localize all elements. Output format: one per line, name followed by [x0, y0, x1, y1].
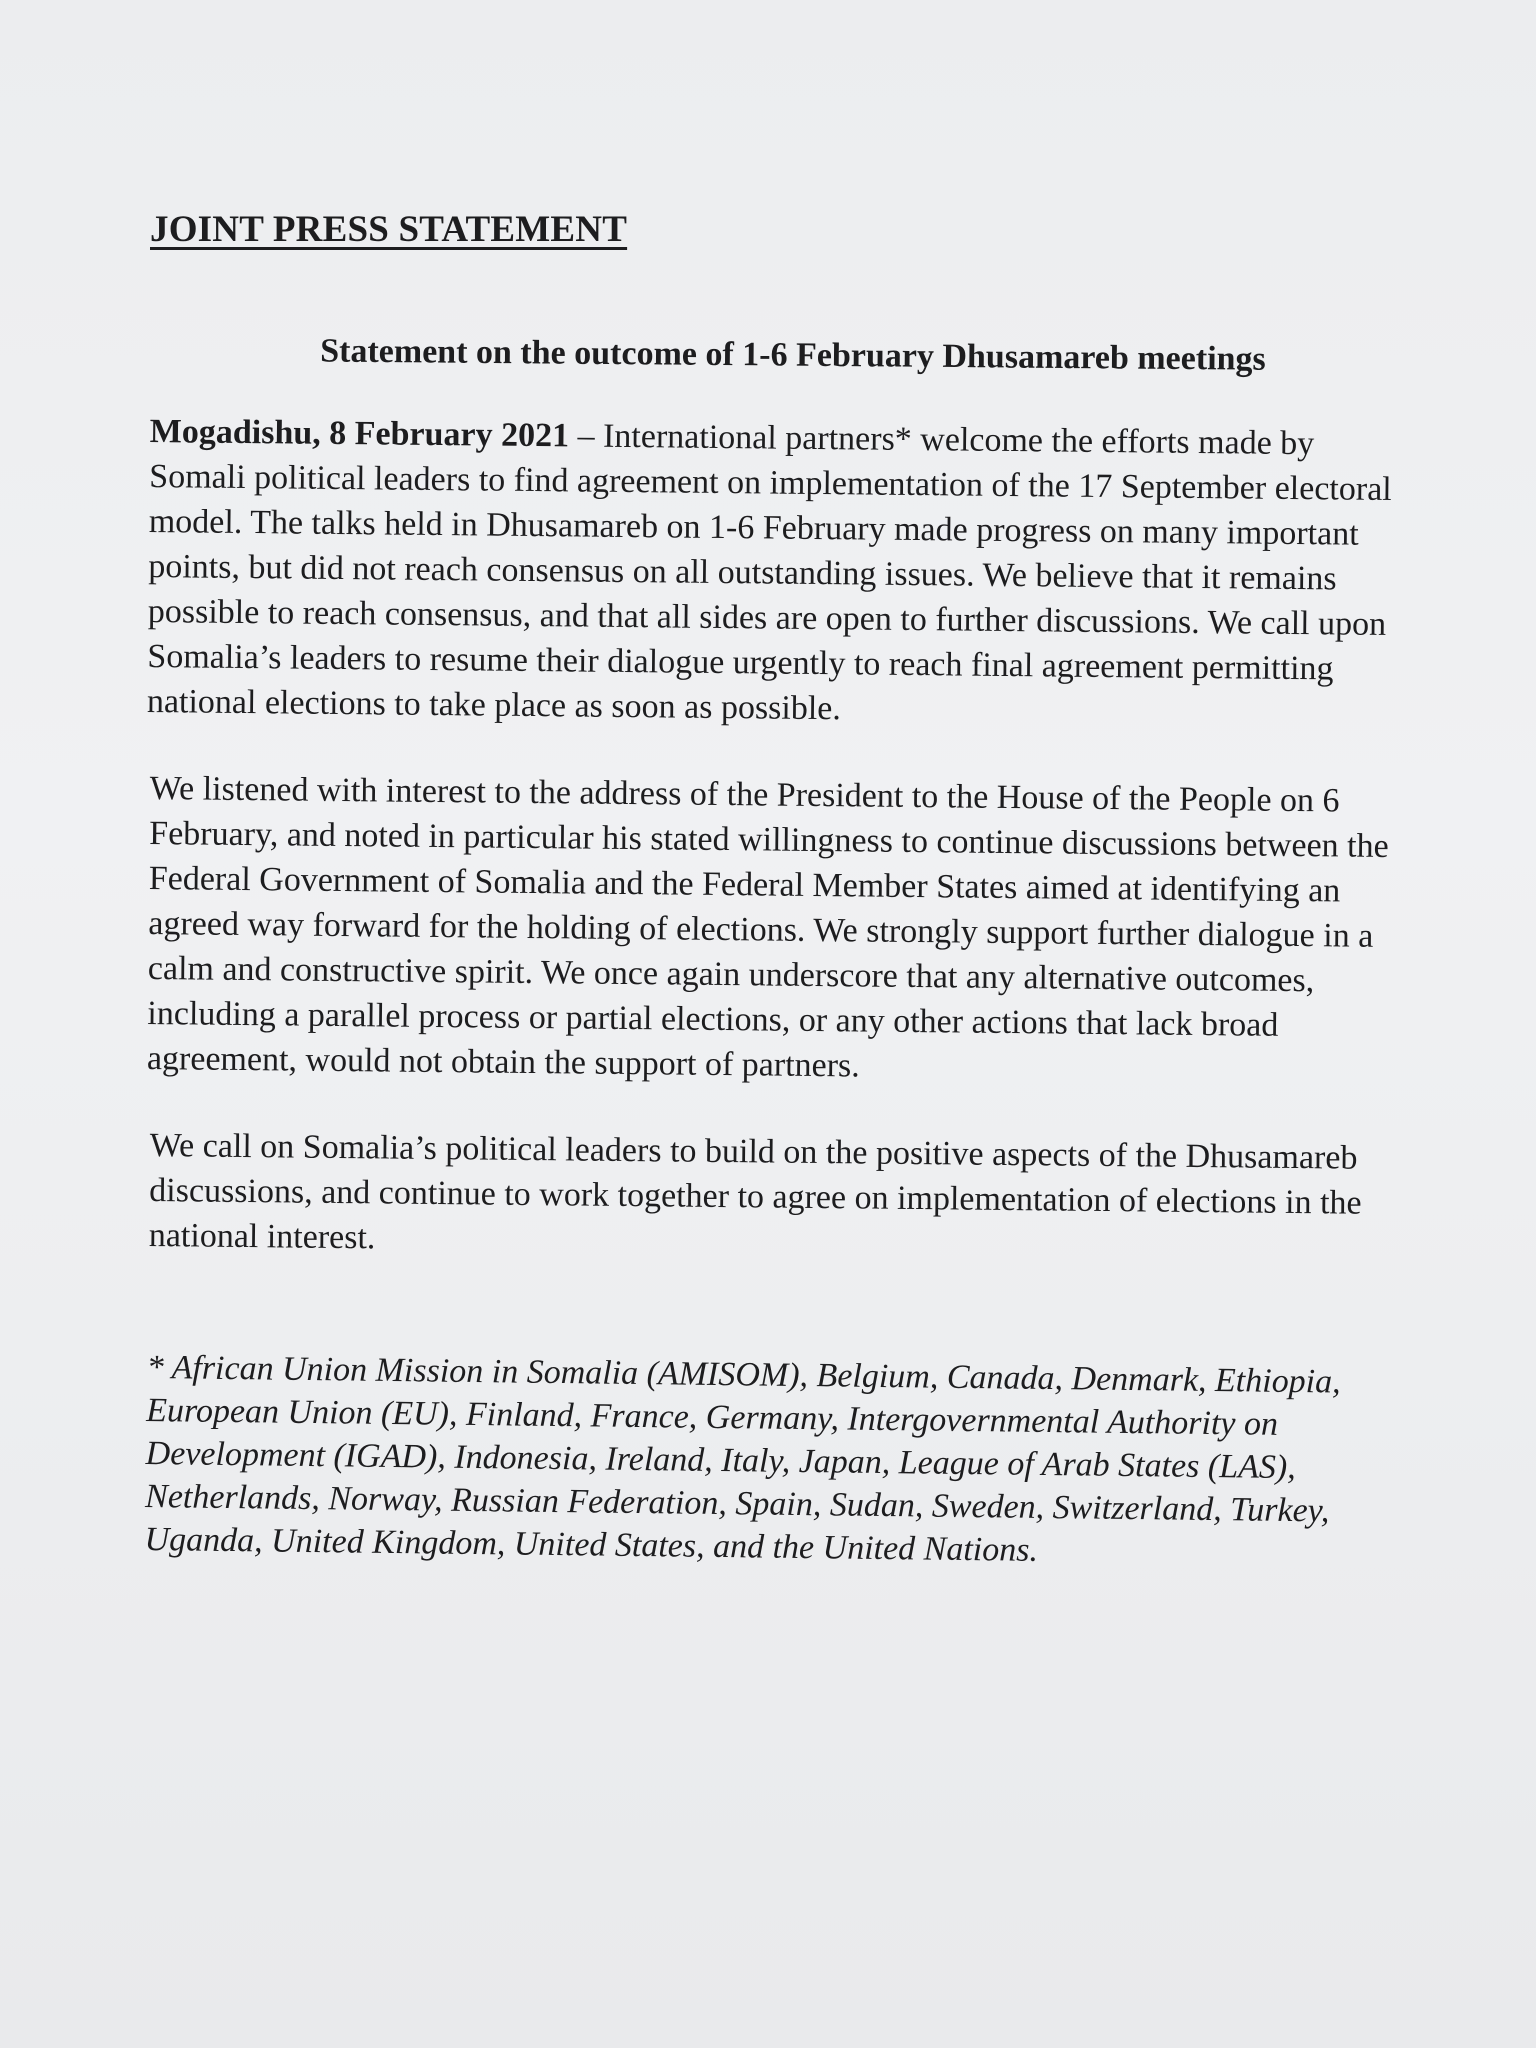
document-heading: JOINT PRESS STATEMENT [150, 209, 628, 250]
statement-subtitle: Statement on the outcome of 1-6 February Dhusamareb meetings [320, 332, 1266, 378]
paragraph-opening-body: – International partners* welcome the efforts made by Somali political leaders to find agreement on implementation of the 17 September electoral model. The talks held in Dhusamareb on 1-6 February made progress on many important points, but did not reach consensus on all outstanding issues. We believe that it remains possible to reach consensus, and that all sides are open to further discussions. We call upon Somalia’s leaders to resume their dialogue urgently to reach final agreement permitting national elections to take place as soon as possible. [146, 417, 1392, 728]
partners-footnote: * African Union Mission in Somalia (AMISOM), Belgium, Canada, Denmark, Ethiopia, European Union (EU), Finland, France, Germany, Intergovernmental Authority on Development (IGAD), Indonesia, Ireland, Italy, Japan, League of Arab States (LAS), Netherlands, Norway, Russian Federation, Spain, Sudan, Sweden, Switzerland, Turkey, Uganda, United Kingdom, United States, and the United Nations. [144, 1348, 1341, 1569]
dateline: Mogadishu, 8 February 2021 [149, 412, 570, 455]
paragraph-opening [147, 409, 1416, 737]
paragraph-president-address: We listened with interest to the address of the President to the House of the People on 6 February, and noted in particular his stated willingness to continue discussions between the Federal Government of Somalia and the Federal Member States aimed at identifying an agreed way forward for the holding of elections. We strongly support further dialogue in a calm and constructive spirit. We once again underscore that any alternative outcomes, including a parallel process or partial elections, or any other actions that lack broad agreement, would not obtain the support of partners. [146, 769, 1389, 1085]
paragraph-call-to-leaders: We call on Somalia’s political leaders to build on the positive aspects of the Dhusamareb discussions, and continue to work together to agree on implementation of elections in the national interest. [148, 1126, 1362, 1257]
